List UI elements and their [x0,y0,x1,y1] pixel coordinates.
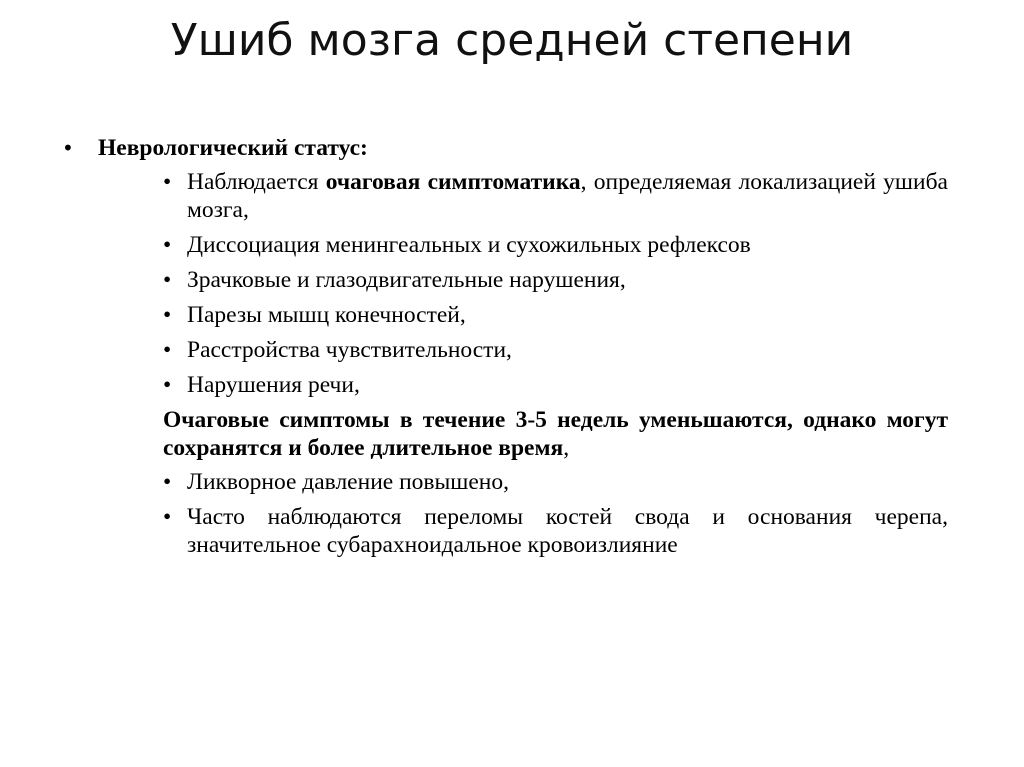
list-item-text: Диссоциация менингеальных и сухожильных рефлексов [187,232,751,258]
section-heading-row [62,134,368,162]
symptom-list [163,168,948,406]
bullet-icon: • [62,136,74,160]
list-item [163,336,948,364]
list-item-text: Зрачковые и глазодвигательные нарушения, [187,267,626,293]
list-item [163,266,948,294]
bullet-icon: • [163,267,172,293]
bullet-icon: • [163,232,172,258]
bullet-icon: • [163,504,172,530]
bullet-icon: • [163,337,172,363]
list-item-text: Ликворное давление повышено, [187,469,510,495]
list-item [163,231,948,259]
list-item-text: Расстройства чувствительности, [187,337,512,363]
list-item [163,468,948,496]
list-item-text: Наблюдается очаговая симптоматика, определяемая локализацией ушиба мозга, [187,169,948,223]
list-item [163,168,948,224]
bullet-icon: • [163,169,172,195]
emphasis-text: очаговая симптоматика [325,169,581,195]
list-item-text: Нарушения речи, [187,372,360,398]
list-item [163,301,948,329]
bullet-icon: • [163,469,172,495]
list-item-text: Парезы мышц конечностей, [187,302,466,328]
section-heading: Неврологический статус: [98,135,368,161]
focal-symptoms-paragraph: Очаговые симптомы в течение 3-5 недель уменьшаются, однако могут сохранятся и более длительное время, [163,407,948,461]
list-item [163,503,948,559]
additional-findings-list [163,468,948,566]
list-item-text: Часто наблюдаются переломы костей свода и основания черепа, значительное субарахноидальное кровоизлияние [187,504,948,558]
slide-title: Ушиб мозга средней степени [170,15,854,66]
list-item [163,371,948,399]
bullet-icon: • [163,302,172,328]
bullet-icon: • [163,372,172,398]
